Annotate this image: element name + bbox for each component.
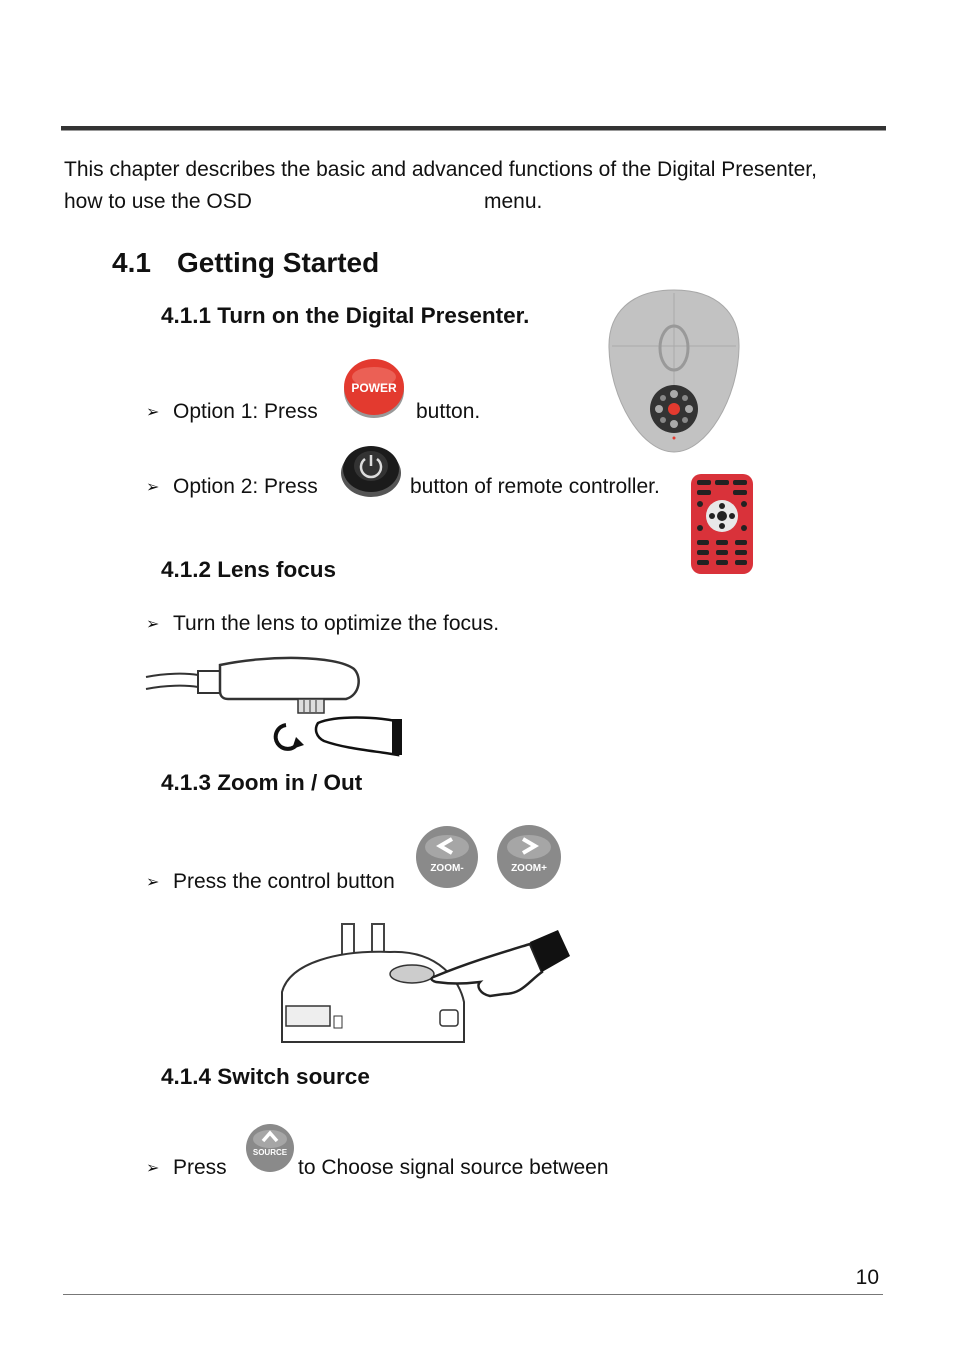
- intro-line-2-start: how to use the OSD: [64, 190, 252, 213]
- remote-power-button-icon: [339, 444, 403, 498]
- option-1-after: button.: [416, 400, 481, 423]
- section-heading: [112, 247, 379, 279]
- page-number: 10: [855, 1266, 879, 1289]
- remote-controller-image: [689, 472, 755, 576]
- option-2-after: button of remote controller.: [410, 475, 660, 498]
- bullet-arrow-icon: ➢: [146, 874, 160, 891]
- header-rule: [61, 126, 886, 130]
- power-button-icon: [342, 357, 406, 419]
- lens-focus-bullet: [146, 612, 499, 636]
- heading-lens-focus: 4.1.2 Lens focus: [161, 557, 337, 582]
- source-button-icon: [244, 1123, 296, 1173]
- option-2-text: Option 2: Press: [173, 475, 318, 498]
- zoom-out-label: ZOOM-: [430, 863, 464, 874]
- bullet-arrow-icon: ➢: [146, 616, 160, 633]
- option-1-text: Option 1: Press: [173, 400, 318, 423]
- section-number: 4.1: [112, 247, 151, 278]
- control-panel-image: [607, 288, 741, 454]
- source-label: SOURCE: [252, 1148, 288, 1157]
- switch-source-bullet: [146, 1156, 227, 1180]
- intro-line-2-end: menu.: [484, 190, 543, 213]
- intro-line-1: This chapter describes the basic and advanced functions of the Digital Presenter,: [64, 158, 817, 181]
- zoom-press-illustration: [280, 922, 570, 1046]
- footer-rule: [63, 1294, 883, 1295]
- bullet-arrow-icon: ➢: [146, 404, 160, 421]
- heading-turn-on: 4.1.1 Turn on the Digital Presenter.: [161, 303, 530, 328]
- zoom-out-button-icon: [414, 825, 480, 889]
- heading-switch-source: 4.1.4 Switch source: [161, 1064, 370, 1089]
- option-1-bullet: [146, 400, 318, 424]
- zoom-in-label: ZOOM+: [511, 863, 547, 874]
- zoom-in-button-icon: [495, 825, 563, 889]
- bullet-arrow-icon: ➢: [146, 479, 160, 496]
- power-button-label: POWER: [351, 381, 397, 395]
- switch-source-after: to Choose signal source between: [298, 1156, 609, 1179]
- lens-focus-text: Turn the lens to optimize the focus.: [173, 612, 500, 635]
- section-title: Getting Started: [177, 247, 380, 278]
- switch-source-text: Press: [173, 1156, 227, 1179]
- zoom-bullet: [146, 870, 395, 894]
- zoom-text: Press the control button: [173, 870, 395, 893]
- option-2-bullet: [146, 475, 318, 499]
- lens-focus-illustration: [146, 655, 404, 757]
- heading-zoom: 4.1.3 Zoom in / Out: [161, 770, 363, 795]
- bullet-arrow-icon: ➢: [146, 1160, 160, 1177]
